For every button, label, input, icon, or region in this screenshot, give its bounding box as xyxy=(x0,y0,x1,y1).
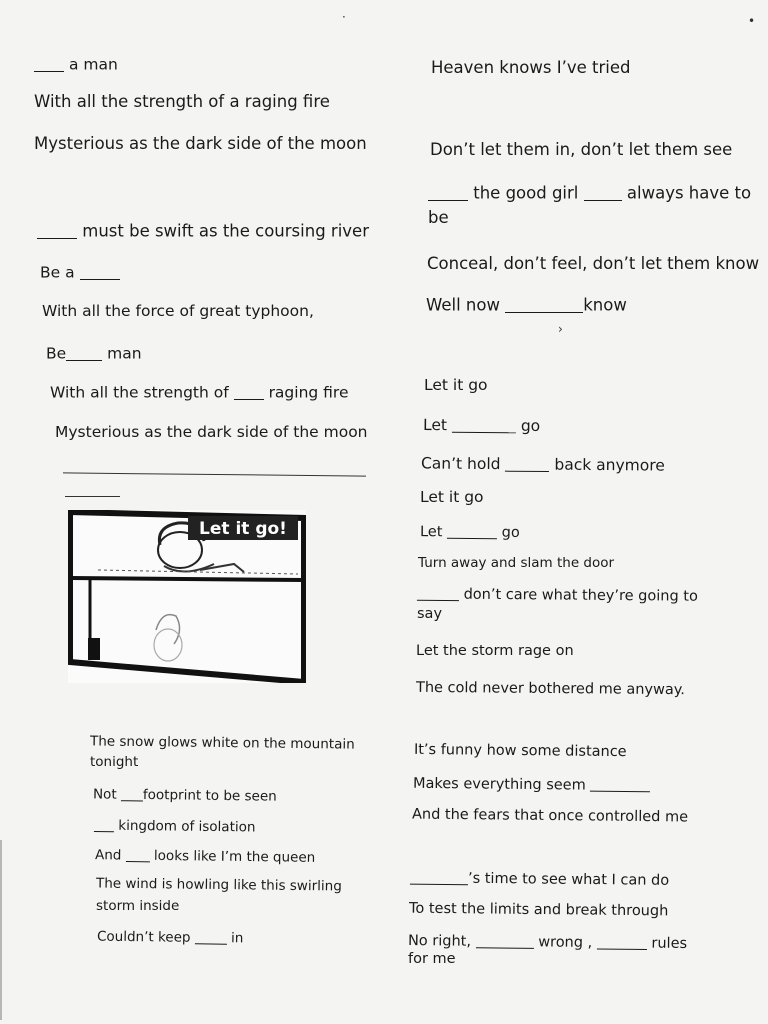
lyric-line-b5-cont: storm inside xyxy=(96,898,180,914)
fill-blank[interactable] xyxy=(590,783,650,792)
lyric-line-s6-cont: for me xyxy=(408,951,456,967)
fill-blank[interactable] xyxy=(584,183,622,201)
lyric-line-r5: Well now know xyxy=(426,295,627,315)
answer-line-short[interactable] xyxy=(65,496,120,497)
lyric-line-r6: Let it go xyxy=(424,376,488,394)
fill-blank[interactable] xyxy=(80,263,120,280)
scan-speck: · xyxy=(342,10,346,24)
lyric-line-b1-cont: tonight xyxy=(90,754,139,770)
lyric-line-7: Be man xyxy=(46,344,142,363)
lyric-line-r9: Let it go xyxy=(420,488,484,506)
lyric-line-r1: Heaven knows I’ve tried xyxy=(431,58,631,77)
lyric-line-r10: Let go xyxy=(419,524,520,541)
lyric-line-3: Mysterious as the dark side of the moon xyxy=(34,134,367,153)
lyric-line-b3: kingdom of isolation xyxy=(94,817,256,836)
lyric-line-r3-cont: be xyxy=(428,208,449,227)
fill-blank[interactable] xyxy=(195,929,227,944)
fill-blank[interactable] xyxy=(66,344,102,361)
fill-blank[interactable] xyxy=(452,416,516,433)
fill-blank[interactable] xyxy=(121,786,143,801)
lyric-line-9: Mysterious as the dark side of the moon xyxy=(55,423,368,441)
elsa-silhouette-icon xyxy=(154,523,244,661)
svg-text:Let it go!: Let it go! xyxy=(199,519,287,539)
scan-speck: • xyxy=(748,14,756,28)
lyric-line-r13: Let the storm rage on xyxy=(416,643,574,659)
lyric-line-s3: And the fears that once controlled me xyxy=(411,806,689,826)
answer-line-long[interactable] xyxy=(63,472,366,476)
fill-blank[interactable] xyxy=(505,295,583,313)
lyric-line-r2: Don’t let them in, don’t let them see xyxy=(430,140,733,159)
lyric-line-b6: Couldn’t keep in xyxy=(96,928,244,947)
lyric-line-r3: the good girl always have to xyxy=(428,183,751,203)
lyric-line-r14: The cold never bothered me anyway. xyxy=(415,679,685,699)
pen-mark: › xyxy=(558,322,563,336)
lyric-line-b5: The wind is howling like this swirling xyxy=(95,875,342,895)
fill-blank[interactable] xyxy=(428,183,468,201)
lyric-line-4: must be swift as the coursing river xyxy=(37,221,369,241)
lyric-line-s1: It’s funny how some distance xyxy=(413,741,627,761)
let-it-go-illustration xyxy=(68,510,306,683)
ice-window-frame-icon xyxy=(68,510,306,683)
lyric-line-s5: To test the limits and break through xyxy=(408,900,669,920)
fill-blank[interactable] xyxy=(34,55,64,72)
lyric-line-r12: don’t care what they’re going to xyxy=(417,585,698,606)
fill-blank[interactable] xyxy=(126,847,150,862)
snowflake-title-art-icon xyxy=(188,516,298,540)
lyric-line-b2: Not footprint to be seen xyxy=(92,786,277,805)
lyric-line-b4: And looks like I’m the queen xyxy=(94,847,316,866)
fill-blank[interactable] xyxy=(234,383,264,400)
lyric-line-6: With all the force of great typhoon, xyxy=(42,302,314,320)
fill-blank[interactable] xyxy=(476,932,534,948)
lyric-line-r12-cont: say xyxy=(417,606,443,622)
lyric-line-r4: Conceal, don’t feel, don’t let them know xyxy=(427,254,760,273)
fill-blank[interactable] xyxy=(37,221,77,239)
fill-blank[interactable] xyxy=(447,523,497,539)
scan-edge-shadow xyxy=(0,840,2,1020)
fill-blank[interactable] xyxy=(410,869,468,885)
lyric-line-r11: Turn away and slam the door xyxy=(418,555,615,571)
fill-blank[interactable] xyxy=(417,585,459,601)
fill-blank[interactable] xyxy=(505,455,549,472)
lyric-line-r7: Let go xyxy=(422,415,541,436)
lyric-line-1: a man xyxy=(34,55,118,74)
lyric-line-2: With all the strength of a raging fire xyxy=(34,92,330,111)
lyric-line-5: Be a xyxy=(40,263,120,282)
fill-blank[interactable] xyxy=(597,934,647,950)
lyric-line-s4: ’s time to see what I can do xyxy=(410,869,669,890)
lyric-line-8: With all the strength of raging fire xyxy=(50,383,349,402)
fill-blank[interactable] xyxy=(94,817,114,832)
lyric-line-r8: Can’t hold back anymore xyxy=(420,454,665,475)
lyric-line-s2: Makes everything seem xyxy=(413,776,651,795)
lyric-line-s6: No right, wrong , rules xyxy=(407,933,688,952)
lyric-line-b1: The snow glows white on the mountain xyxy=(89,733,355,753)
